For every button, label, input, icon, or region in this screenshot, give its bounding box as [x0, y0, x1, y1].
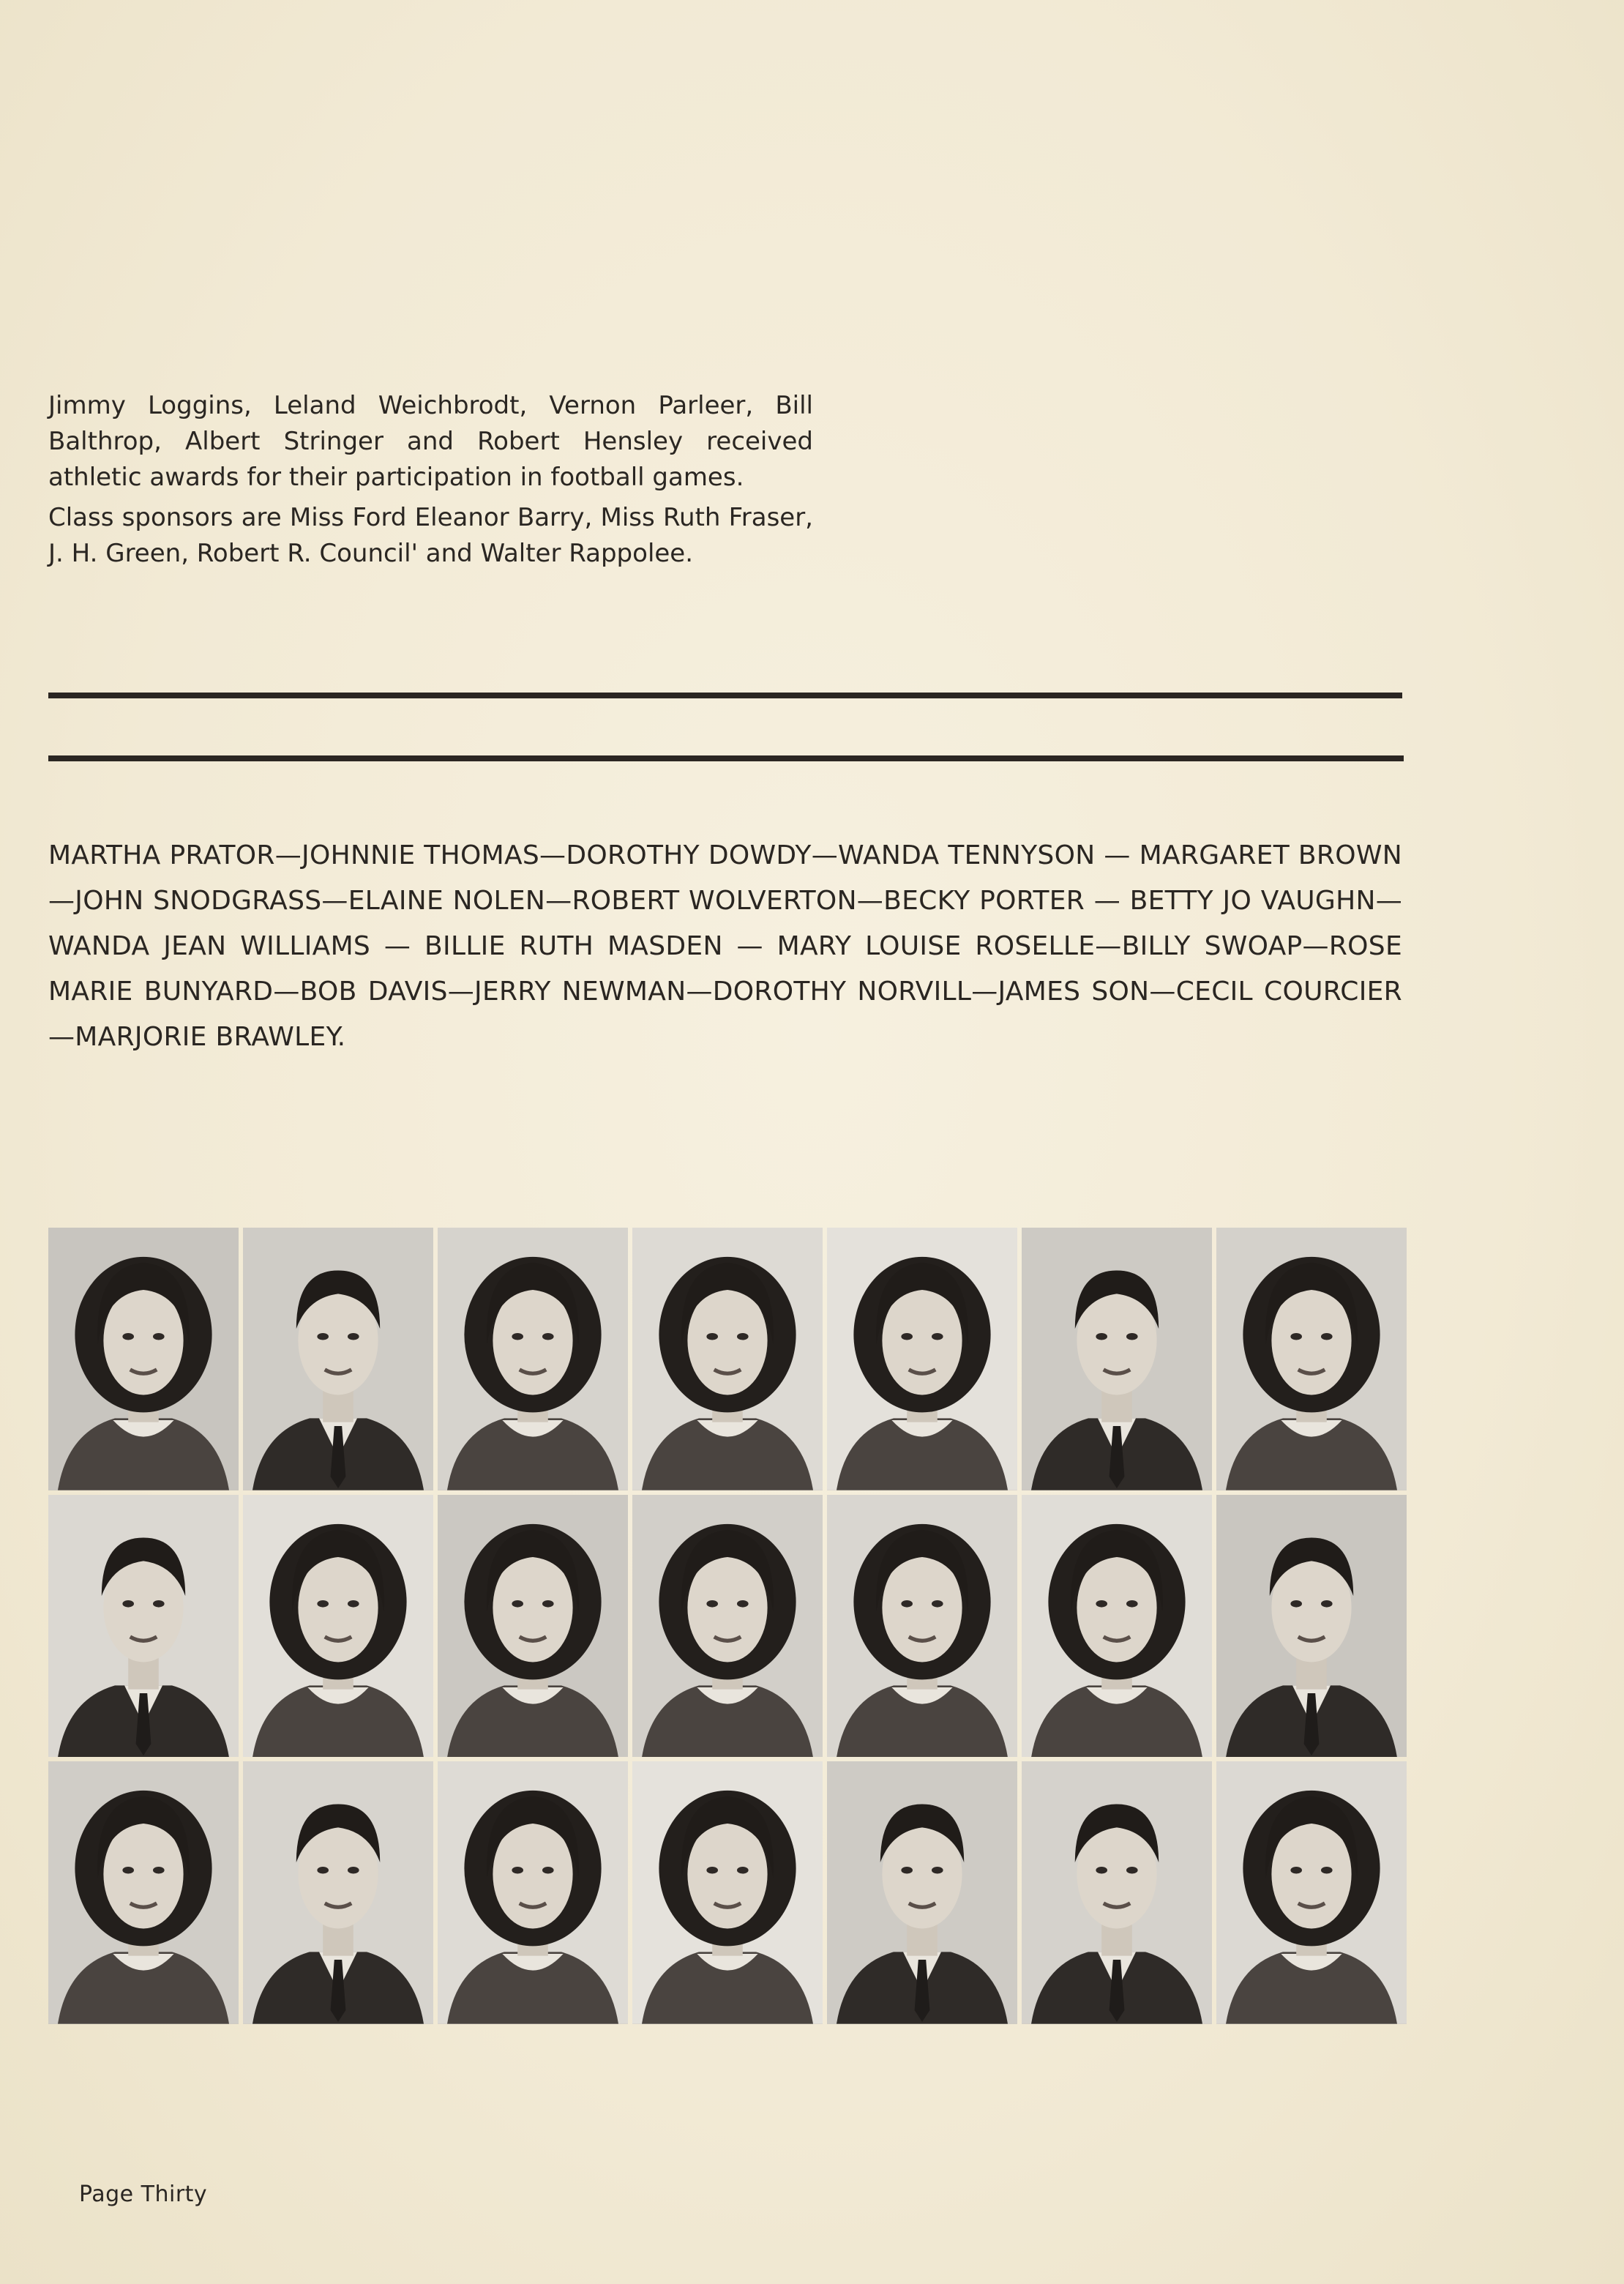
student-portrait — [438, 1495, 628, 1758]
student-portrait — [1022, 1228, 1212, 1490]
student-portrait — [1022, 1495, 1212, 1758]
student-portrait — [827, 1228, 1017, 1490]
student-portrait — [632, 1228, 823, 1490]
student-portrait — [632, 1761, 823, 2024]
page-number: Page Thirty — [79, 2182, 208, 2207]
divider-rule-bottom — [48, 755, 1404, 761]
student-portrait — [48, 1761, 239, 2024]
student-portrait — [827, 1495, 1017, 1758]
student-portrait — [48, 1228, 239, 1490]
student-portrait — [243, 1228, 433, 1490]
student-portrait — [243, 1495, 433, 1758]
student-portrait — [1216, 1761, 1407, 2024]
student-portrait — [632, 1495, 823, 1758]
student-portrait — [48, 1495, 239, 1758]
student-portrait — [438, 1228, 628, 1490]
student-portrait — [243, 1761, 433, 2024]
student-portrait — [827, 1761, 1017, 2024]
athletic-awards-paragraph: Jimmy Loggins, Leland Weichbrodt, Vernon Parleer, Bill Balthrop, Albert Stringer and Robert Hensley received athletic awards for their participation in football games. — [48, 391, 813, 492]
class-sponsors-paragraph: Class sponsors are Miss Ford Eleanor Barry, Miss Ruth Fraser, J. H. Green, Robert R. Council' and Walter Rappolee. — [48, 503, 813, 568]
student-portrait — [438, 1761, 628, 2024]
intro-text — [48, 388, 813, 576]
student-portrait — [1216, 1495, 1407, 1758]
student-portrait — [1022, 1761, 1212, 2024]
student-portrait — [1216, 1228, 1407, 1490]
divider-rule-top — [48, 693, 1402, 698]
portrait-grid — [48, 1228, 1407, 2024]
student-names-list: MARTHA PRATOR—JOHNNIE THOMAS—DOROTHY DOWDY—WANDA TENNYSON — MARGARET BROWN—JOHN SNODGRASS—ELAINE NOLEN—ROBERT WOLVERTON—BECKY PORTER — BETTY JO VAUGHN—WANDA JEAN WILLIAMS — BILLIE RUTH MASDEN — MARY LOUISE ROSELLE—BILLY SWOAP—ROSE MARIE BUNYARD—BOB DAVIS—JERRY NEWMAN—DOROTHY NORVILL—JAMES SON—CECIL COURCIER—MARJORIE BRAWLEY. — [48, 840, 1402, 1052]
